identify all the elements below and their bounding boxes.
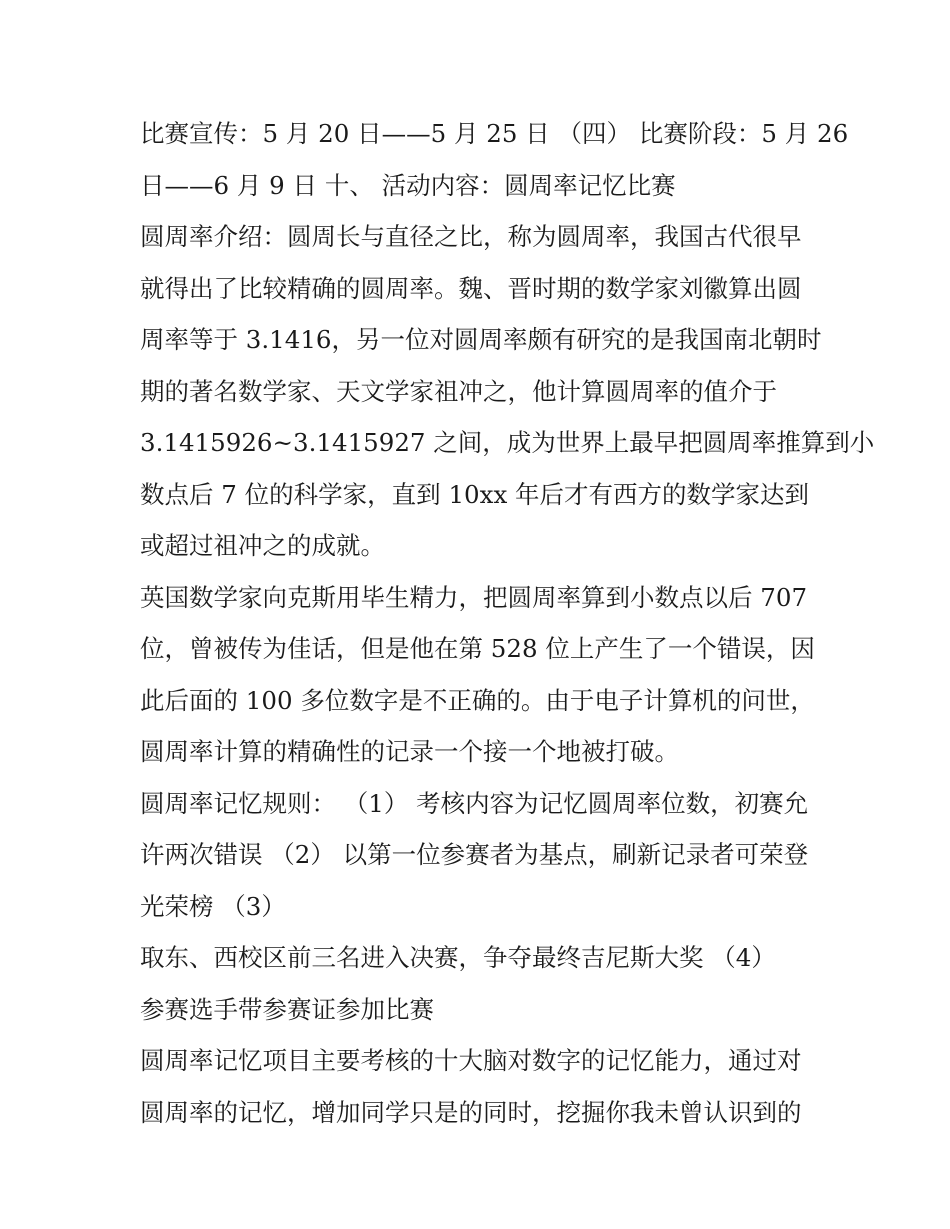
text-line: 光荣榜 （3） xyxy=(140,891,286,921)
text-line: 圆周率计算的精确性的记录一个接一个地被打破。 xyxy=(140,737,679,766)
text-line: 数点后 7 位的科学家，直到 10xx 年后才有西方的数学家达到 xyxy=(140,479,810,509)
text-line: 许两次错误 （2） 以第一位参赛者为基点，刷新记录者可荣登 xyxy=(140,840,809,869)
text-line: 或超过祖冲之的成就。 xyxy=(140,531,385,560)
text-line: 取东、西校区前三名进入决赛，争夺最终吉尼斯大奖 （4） xyxy=(140,943,776,972)
text-line: 圆周率记忆项目主要考核的十大脑对数字的记忆能力，通过对 xyxy=(140,1046,802,1075)
text-line: 此后面的 100 多位数字是不正确的。由于电子计算机的问世， xyxy=(140,685,815,715)
text-line: 圆周率的记忆，增加同学只是的同时，挖掘你我未曾认识到的 xyxy=(140,1097,802,1127)
text-line: 期的著名数学家、天文学家祖冲之，他计算圆周率的值介于 xyxy=(140,376,777,406)
text-line: 圆周率记忆规则： （1） 考核内容为记忆圆周率位数，初赛允 xyxy=(140,788,809,818)
text-line: 比赛宣传：5 月 20 日——5 月 25 日 （四） 比赛阶段：5 月 26 xyxy=(140,119,849,148)
text-line: 英国数学家向克斯用毕生精力，把圆周率算到小数点以后 707 xyxy=(140,582,808,612)
text-line: 日——6 月 9 日 十、 活动内容：圆周率记忆比赛 xyxy=(140,170,676,200)
text-line: 3.1415926~3.1415927 之间，成为世界上最早把圆周率推算到小 xyxy=(140,428,875,457)
text-line: 周率等于 3.1416，另一位对圆周率颇有研究的是我国南北朝时 xyxy=(140,325,822,354)
text-line: 参赛选手带参赛证参加比赛 xyxy=(140,994,434,1024)
text-line: 位，曾被传为佳话，但是他在第 528 位上产生了一个错误，因 xyxy=(140,634,815,663)
document-body xyxy=(140,108,875,1138)
text-line: 就得出了比较精确的圆周率。魏、晋时期的数学家刘徽算出圆 xyxy=(140,273,802,303)
text-line: 圆周率介绍：圆周长与直径之比，称为圆周率，我国古代很早 xyxy=(140,222,802,251)
